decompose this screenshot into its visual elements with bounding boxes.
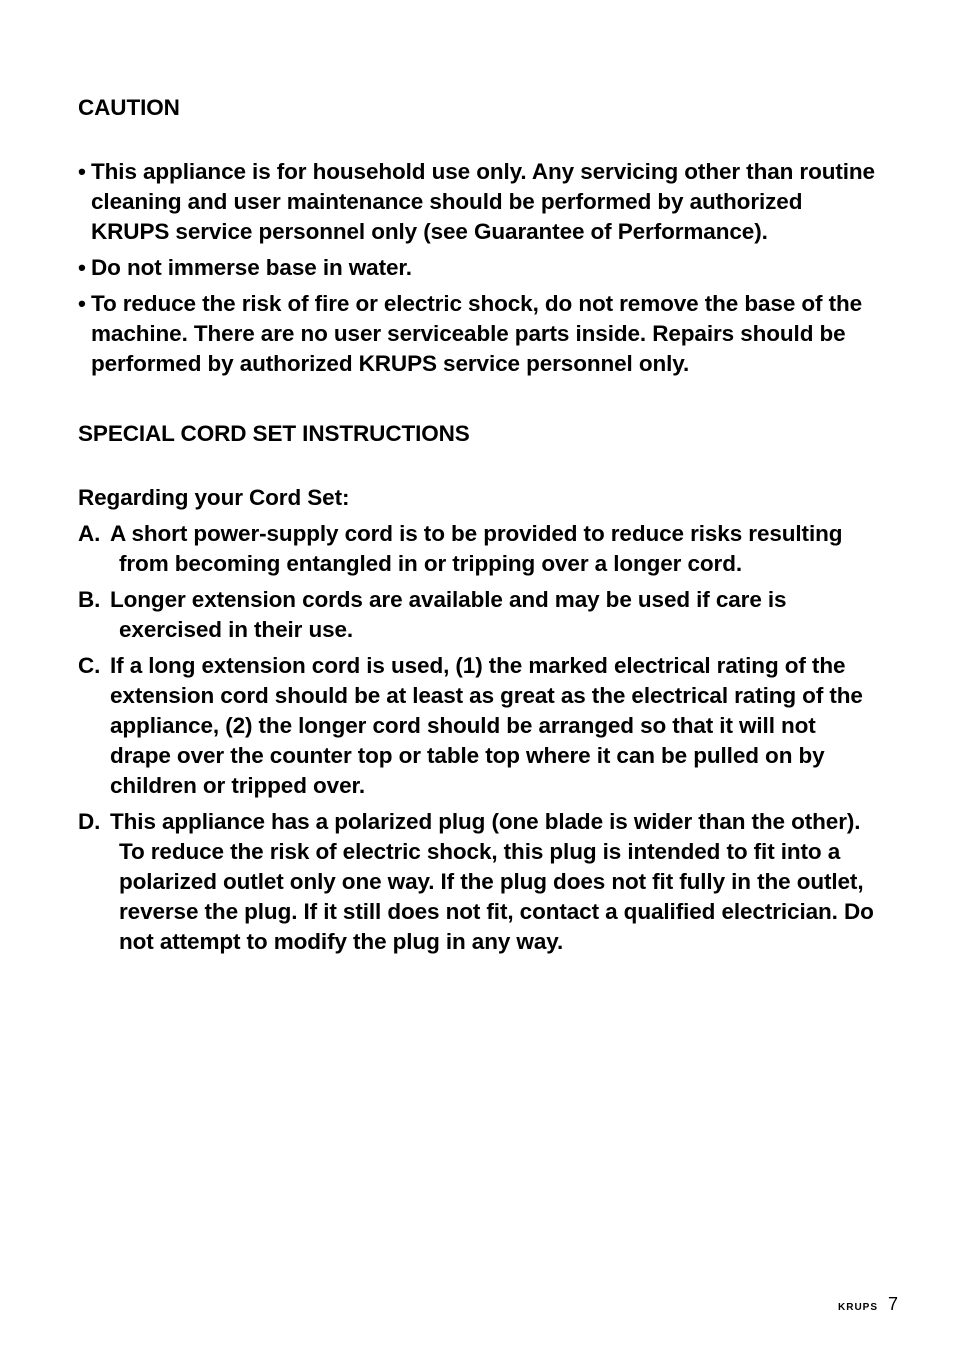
bullet-icon: •: [78, 255, 86, 280]
cord-set-list: [78, 519, 878, 957]
item-letter: C.: [78, 653, 101, 678]
caution-item-text: To reduce the risk of fire or electric shock, do not remove the base of the machine. There are no user serviceable parts inside. Repairs should be performed by authorized KRUPS service personnel only.: [91, 291, 863, 376]
caution-heading: CAUTION: [78, 95, 180, 120]
caution-item-text: Do not immerse base in water.: [91, 255, 412, 280]
cord-set-item-text: Longer extension cords are available and may be used if care is exercised in their use.: [110, 587, 787, 642]
item-letter: B.: [78, 587, 101, 612]
caution-item: [78, 289, 878, 379]
caution-list: [78, 157, 878, 379]
cord-set-item: [78, 651, 878, 801]
cord-set-item-text: A short power-supply cord is to be provided to reduce risks resulting from becoming entangled in or tripping over a longer cord.: [110, 521, 843, 576]
cord-set-heading: SPECIAL CORD SET INSTRUCTIONS: [78, 421, 470, 446]
cord-set-item-text: This appliance has a polarized plug (one blade is wider than the other). To reduce the risk of electric shock, this plug is intended to fit into a polarized outlet only one way. If the plug does not fit fully in the outlet, reverse the plug. If it still does not fit, contact a qualified electrician. Do not attempt to modify the plug in any way.: [110, 809, 874, 954]
cord-set-item-text: If a long extension cord is used, (1) the marked electrical rating of the extension cord should be at least as great as the electrical rating of the appliance, (2) the longer cord should be arranged so that it will not drape over the counter top or table top where it can be pulled on by children or tripped over.: [110, 653, 863, 798]
caution-item: [78, 253, 878, 283]
cord-set-item: [78, 585, 878, 645]
brand-logo: KRUPS: [838, 1302, 879, 1313]
page-number: 7: [888, 1294, 899, 1314]
cord-set-item: [78, 807, 878, 957]
bullet-icon: •: [78, 159, 86, 184]
caution-item: [78, 157, 878, 247]
cord-set-item: [78, 519, 878, 579]
page-footer: [838, 1294, 898, 1315]
section-gap: [78, 449, 878, 483]
manual-page: [78, 93, 878, 963]
item-letter: A.: [78, 521, 101, 546]
caution-item-text: This appliance is for household use only. Any servicing other than routine cleaning and user maintenance should be performed by authorized KRUPS service personnel only (see Guarantee of Performance).: [91, 159, 875, 244]
section-gap: [78, 123, 878, 157]
item-letter: D.: [78, 809, 101, 834]
section-gap: [78, 385, 878, 419]
cord-set-intro: Regarding your Cord Set:: [78, 485, 350, 510]
bullet-icon: •: [78, 291, 86, 316]
